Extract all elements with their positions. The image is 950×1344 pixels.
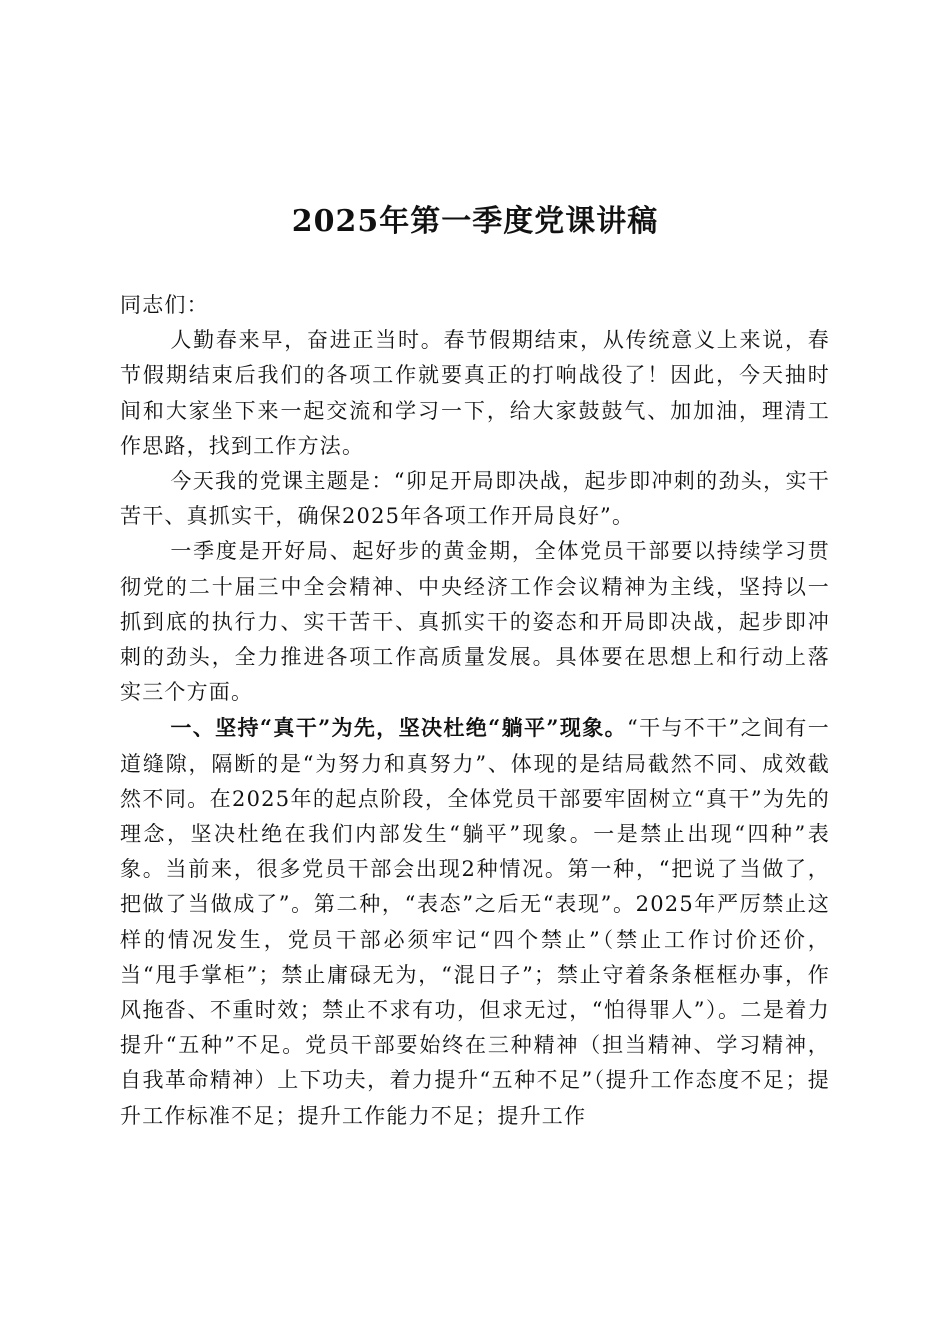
document-title: 2025年第一季度党课讲稿	[291, 204, 659, 239]
section-1-paragraph	[120, 710, 830, 1133]
paragraph-overview: 一季度是开好局、起好步的黄金期，全体党员干部要以持续学习贯彻党的二十届三中全会精神、中央经济工作会议精神为主线，坚持以一抓到底的执行力、实干苦干、真抓实干的姿态和开局即决战，起步即冲刺的劲头，全力推进各项工作高质量发展。具体要在思想上和行动上落实三个方面。	[120, 539, 830, 705]
section-1-text: “干与不干”之间有一道缝隙，隔断的是“为努力和真努力”、体现的是结局截然不同、成效截然不同。在2025年的起点阶段，全体党员干部要牢固树立“真干”为先的理念，坚决杜绝在我们内部发生“躺平”现象。一是禁止出现“四种”表象。当前来，很多党员干部会出现2种情况。第一种，“把说了当做了，把做了当做成了”。第二种，“表态”之后无“表现”。2025年严厉禁止这样的情况发生，党员干部必须牢记“四个禁止”（禁止工作讨价还价，当“甩手掌柜”；禁止庸碌无为，“混日子”；禁止守着条条框框办事，作风拖沓、不重时效；禁止不求有功，但求无过，“怕得罪人”）。二是着力提升“五种”不足。党员干部要始终在三种精神（担当精神、学习精神，自我革命精神）上下功夫，着力提升“五种不足”（提升工作态度不足；提升工作标准不足；提升工作能力不足；提升工作	[120, 716, 830, 1128]
document-body	[120, 288, 830, 1134]
paragraph-opening: 人勤春来早，奋进正当时。春节假期结束，从传统意义上来说，春节假期结束后我们的各项工作就要真正的打响战役了！因此，今天抽时间和大家坐下来一起交流和学习一下，给大家鼓鼓气、加加油，理清工作思路，找到工作方法。	[120, 328, 830, 458]
salutation: 同志们：	[120, 293, 209, 317]
paragraph-theme: 今天我的党课主题是：“卯足开局即决战，起步即冲刺的劲头，实干苦干、真抓实干，确保2025年各项工作开局良好”。	[120, 469, 830, 529]
section-1-heading: 一、坚持“真干”为先，坚决杜绝“躺平”现象。	[170, 715, 627, 741]
